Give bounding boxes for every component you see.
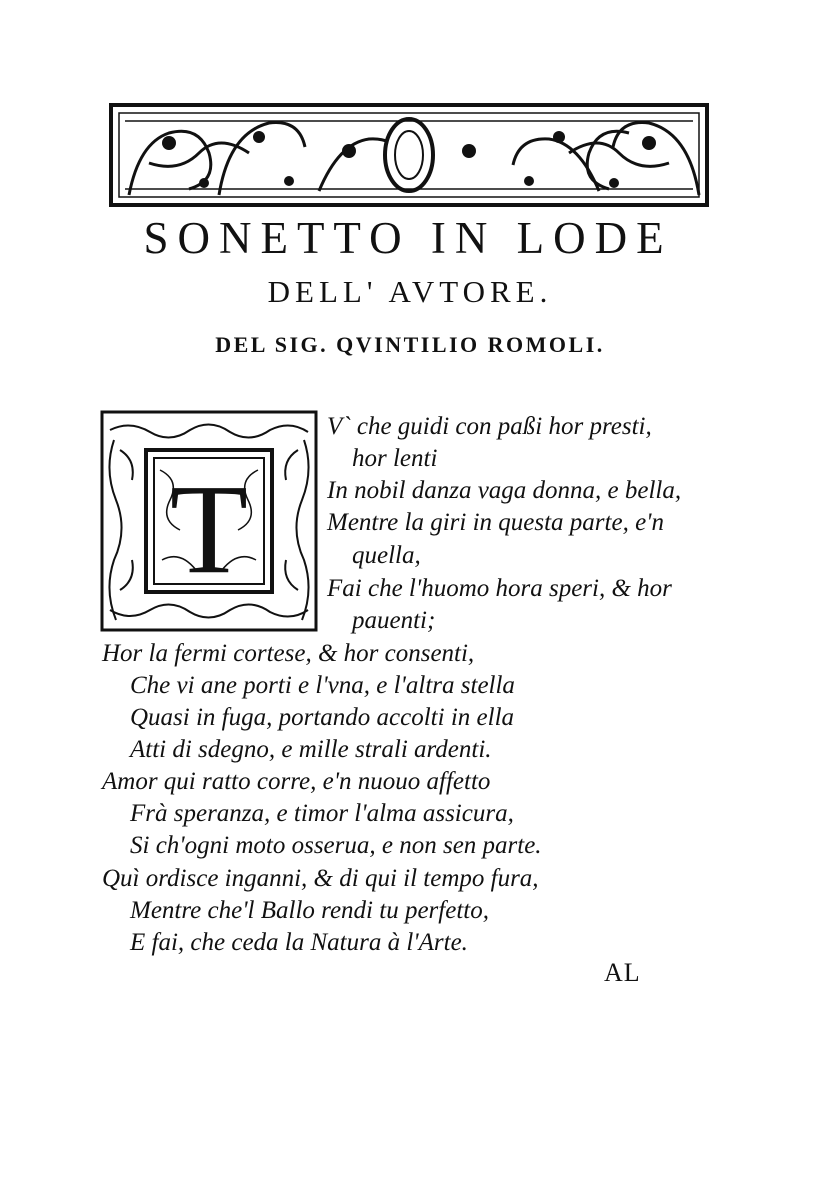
- poem-line: Frà speranza, e timor l'alma assicura,: [130, 800, 514, 827]
- poem-line: Mentre che'l Ballo rendi tu perfetto,: [130, 897, 489, 924]
- poem-line: pauenti;: [352, 607, 436, 634]
- poem-line: Amor qui ratto corre, e'n nuouo affetto: [102, 768, 491, 795]
- decorated-initial: [100, 410, 318, 632]
- poem-line: V` che guidi con paßi hor presti,: [327, 413, 652, 440]
- poem-line: Hor la fermi cortese, & hor consenti,: [102, 640, 475, 667]
- page-title: SONETTO IN LODE: [143, 213, 673, 263]
- poem-line: quella,: [352, 542, 421, 569]
- poem-line: Si ch'ogni moto osserua, e non sen parte.: [130, 832, 542, 859]
- poem-line: Quì ordisce inganni, & di qui il tempo fura,: [102, 865, 539, 892]
- poem-line: Atti di sdegno, e mille strali ardenti.: [130, 736, 492, 763]
- poem-line: Quasi in fuga, portando accolti in ella: [130, 704, 515, 731]
- ornamental-headpiece: [109, 103, 709, 207]
- catchword: AL: [604, 958, 641, 987]
- poem-line: E fai, che ceda la Natura à l'Arte.: [130, 929, 468, 956]
- poem-line: In nobil danza vaga donna, e bella,: [327, 477, 682, 504]
- poem-line: Mentre la giri in questa parte, e'n: [327, 509, 665, 536]
- poem-line: hor lenti: [352, 445, 438, 472]
- poem-line: Che vi ane porti e l'vna, e l'altra stella: [130, 672, 515, 699]
- initial-letter-glyph: T: [169, 458, 249, 600]
- poem-line: Fai che l'huomo hora speri, & hor: [327, 575, 672, 602]
- page-subtitle: DELL' AVTORE.: [267, 274, 553, 309]
- author-line: DEL SIG. QVINTILIO ROMOLI.: [215, 332, 605, 357]
